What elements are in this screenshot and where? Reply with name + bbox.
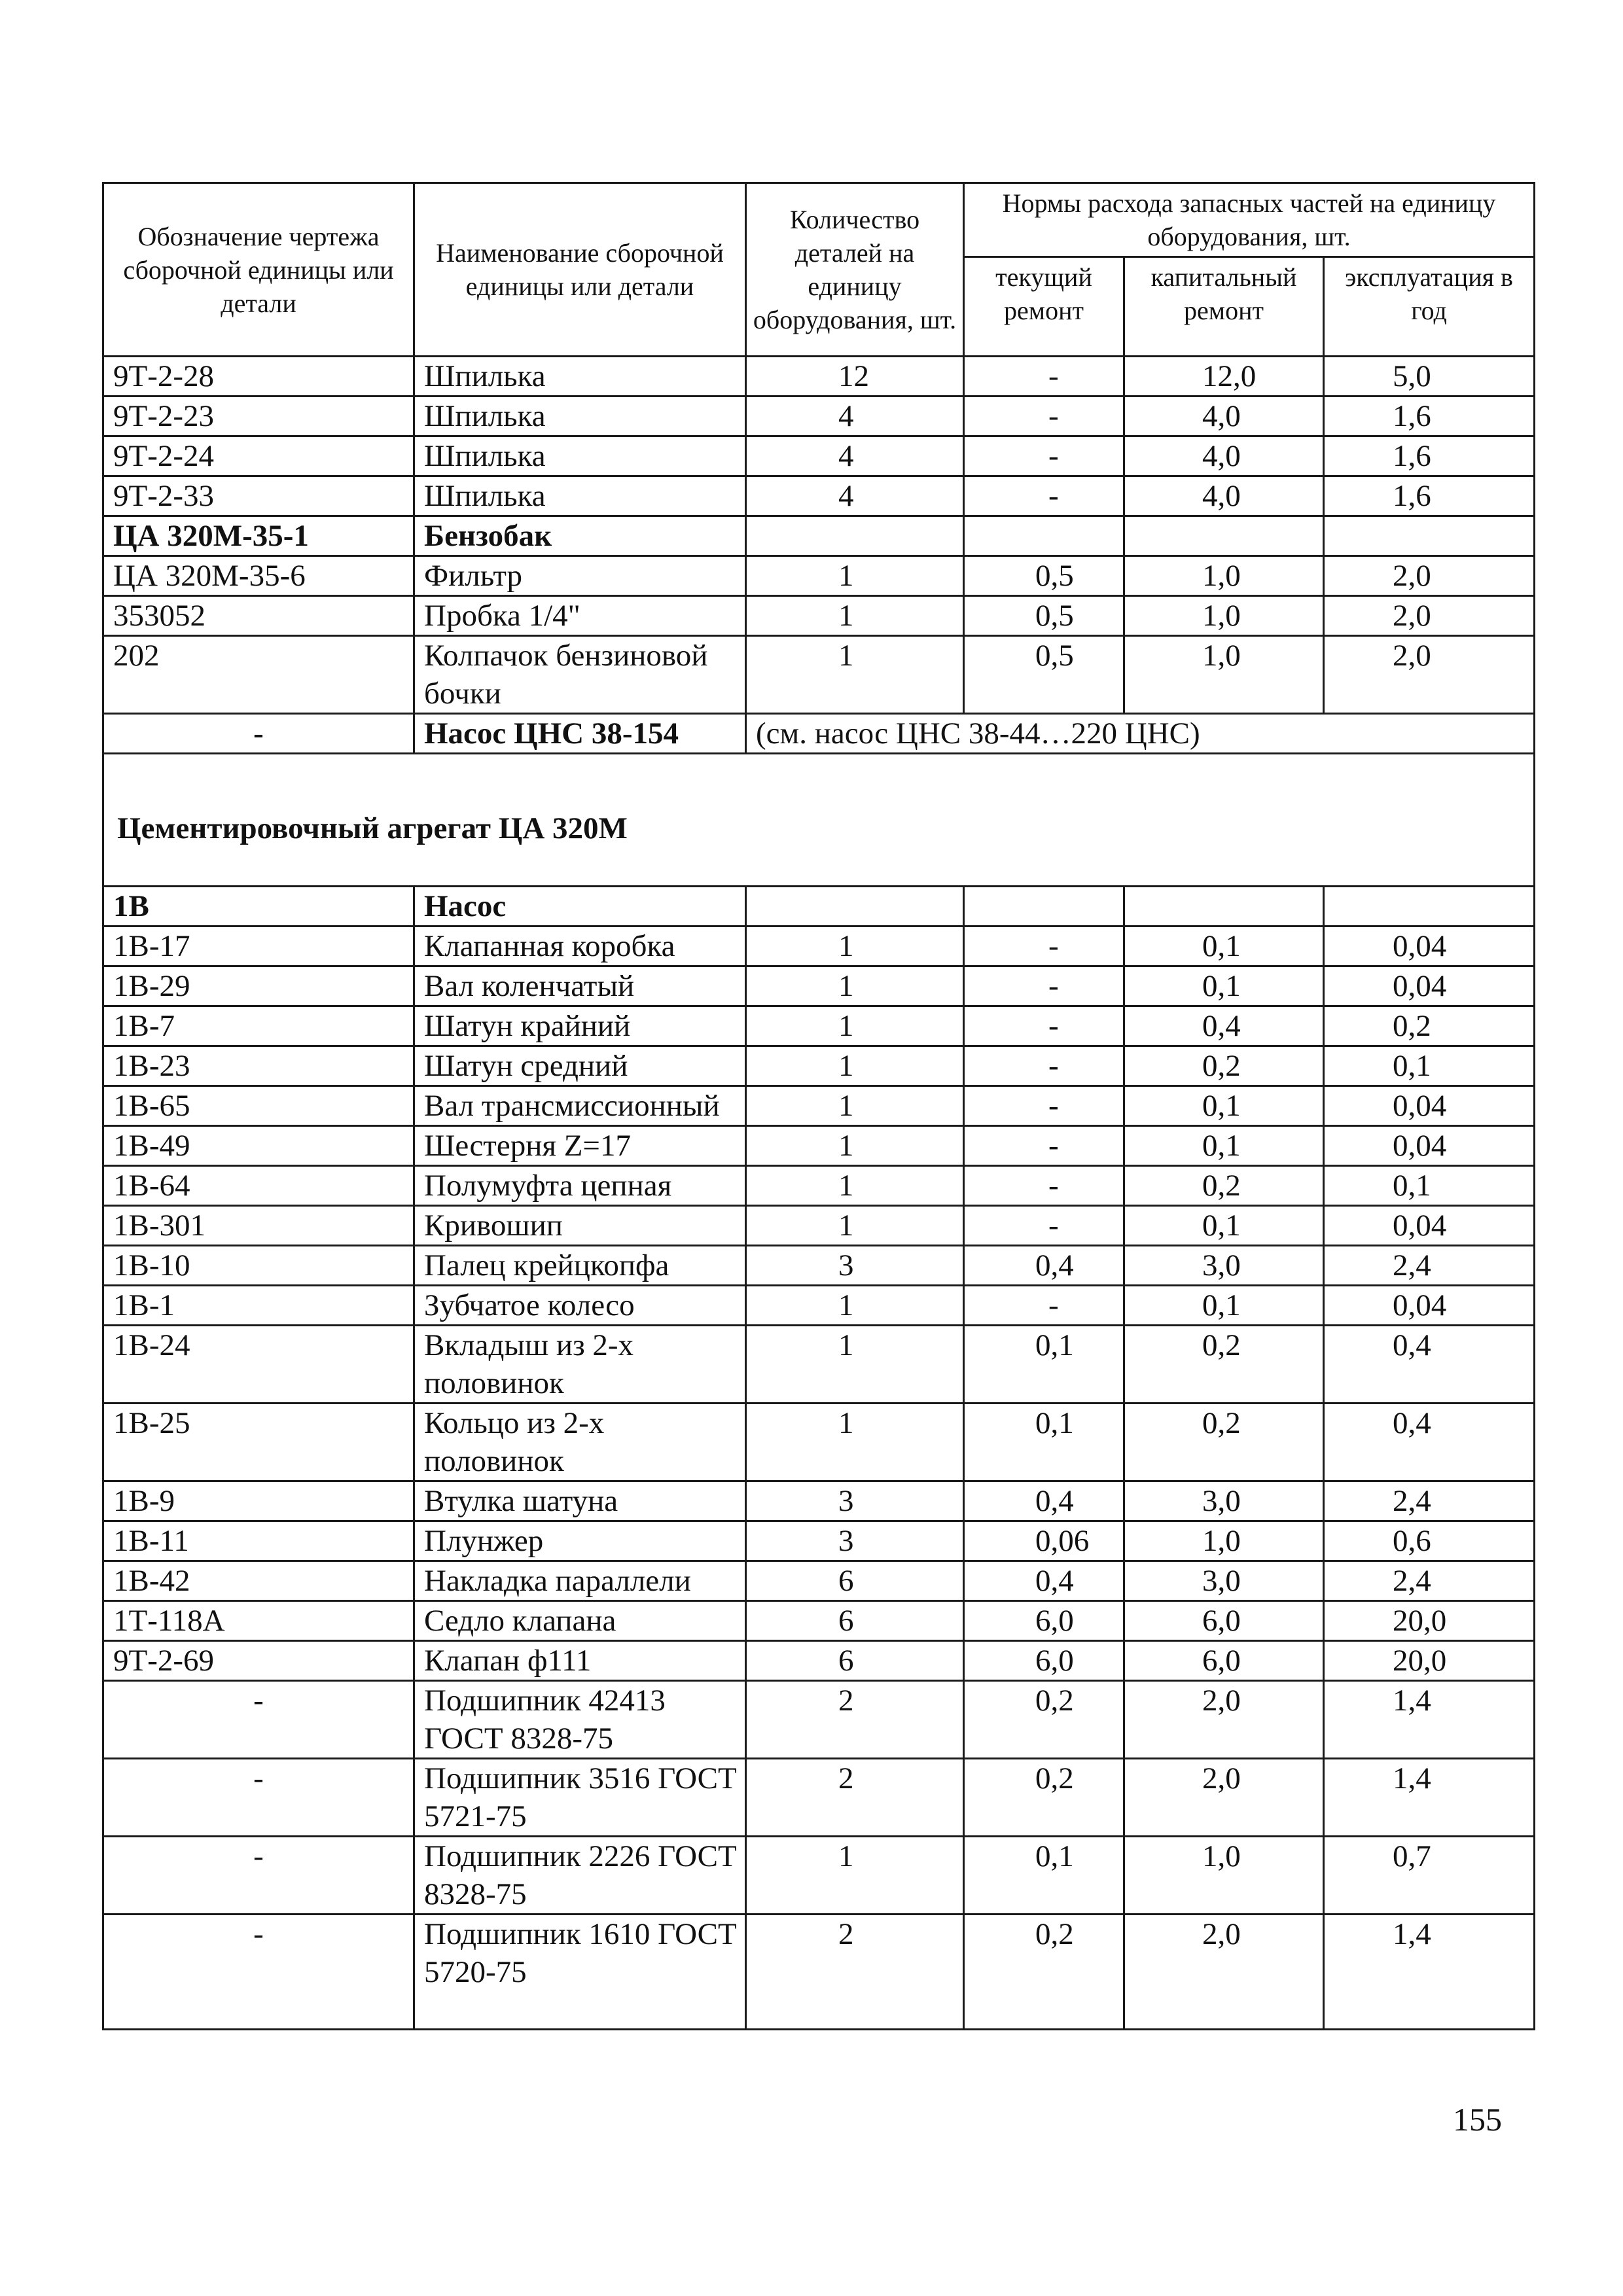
cell-name: Пробка 1/4" (414, 596, 746, 636)
cell-code: 1В-11 (103, 1521, 414, 1561)
cell-quantity: 1 (746, 1837, 964, 1915)
cell-yearly-operation: 20,0 (1324, 1601, 1535, 1641)
cell-yearly-operation: 0,2 (1324, 1006, 1535, 1046)
cell-code: 1В-23 (103, 1046, 414, 1086)
table-row (103, 1126, 1535, 1166)
cell-capital-repair: 0,2 (1124, 1166, 1324, 1206)
table-row (103, 596, 1535, 636)
cell-code: - (103, 1681, 414, 1759)
cell-yearly-operation: 0,1 (1324, 1046, 1535, 1086)
cell-current-repair: - (964, 357, 1124, 397)
cell-name: Насос ЦНС 38-154 (414, 714, 746, 754)
cell-capital-repair: 2,0 (1124, 1759, 1324, 1837)
cell-quantity: 1 (746, 636, 964, 714)
cell-current-repair: 0,2 (964, 1915, 1124, 2030)
cell-capital-repair: 0,1 (1124, 966, 1324, 1006)
cell-name: Накладка параллели (414, 1561, 746, 1601)
cell-name: Бензобак (414, 516, 746, 556)
cell-yearly-operation: 1,6 (1324, 476, 1535, 516)
cell-capital-repair (1124, 887, 1324, 927)
table-row (103, 1837, 1535, 1915)
cell-name: Клапан ф111 (414, 1641, 746, 1681)
table-row (103, 1681, 1535, 1759)
cell-name: Плунжер (414, 1521, 746, 1561)
cell-quantity: 12 (746, 357, 964, 397)
cell-code: ЦА 320М-35-1 (103, 516, 414, 556)
cell-quantity: 1 (746, 927, 964, 966)
cell-yearly-operation: 0,04 (1324, 1086, 1535, 1126)
cell-current-repair: - (964, 927, 1124, 966)
cell-name: Шестерня Z=17 (414, 1126, 746, 1166)
cell-capital-repair: 1,0 (1124, 1521, 1324, 1561)
cell-code: 9Т-2-69 (103, 1641, 414, 1681)
cell-name: Палец крейцкопфа (414, 1246, 746, 1286)
cell-yearly-operation: 1,4 (1324, 1915, 1535, 2030)
table-row (103, 1404, 1535, 1481)
table-row (103, 1006, 1535, 1046)
cell-yearly-operation: 0,04 (1324, 1286, 1535, 1326)
cell-current-repair: - (964, 1166, 1124, 1206)
cell-quantity: 3 (746, 1481, 964, 1521)
cell-quantity: 3 (746, 1521, 964, 1561)
cell-capital-repair: 0,2 (1124, 1404, 1324, 1481)
cell-quantity: 3 (746, 1246, 964, 1286)
cell-yearly-operation: 1,6 (1324, 397, 1535, 436)
section-title-row (103, 754, 1535, 887)
cell-capital-repair (1124, 516, 1324, 556)
page-number: 155 (1453, 2101, 1502, 2138)
cell-code: 1В-65 (103, 1086, 414, 1126)
cell-capital-repair: 1,0 (1124, 556, 1324, 596)
cell-quantity (746, 516, 964, 556)
cell-code: 1В-64 (103, 1166, 414, 1206)
cell-quantity: 1 (746, 1006, 964, 1046)
cell-yearly-operation: 0,4 (1324, 1326, 1535, 1404)
cell-yearly-operation: 2,4 (1324, 1246, 1535, 1286)
table-row (103, 1286, 1535, 1326)
cell-name: Вал коленчатый (414, 966, 746, 1006)
cell-capital-repair: 0,1 (1124, 1126, 1324, 1166)
cell-code: - (103, 1915, 414, 2030)
cell-code: - (103, 714, 414, 754)
table-row (103, 1561, 1535, 1601)
cell-yearly-operation: 0,1 (1324, 1166, 1535, 1206)
table-body-bottom (103, 887, 1535, 2030)
table-row (103, 636, 1535, 714)
cell-code: - (103, 1837, 414, 1915)
table-row (103, 1206, 1535, 1246)
cell-current-repair: - (964, 1006, 1124, 1046)
table-row (103, 1915, 1535, 2030)
cell-capital-repair: 2,0 (1124, 1915, 1324, 2030)
cell-name: Зубчатое колесо (414, 1286, 746, 1326)
cell-name: Вал трансмиссионный (414, 1086, 746, 1126)
cell-name: Шатун средний (414, 1046, 746, 1086)
cell-code: 1В-10 (103, 1246, 414, 1286)
cell-capital-repair: 0,4 (1124, 1006, 1324, 1046)
cell-name: Кривошип (414, 1206, 746, 1246)
cell-current-repair: 0,1 (964, 1404, 1124, 1481)
cell-quantity: 1 (746, 1326, 964, 1404)
cell-code: ЦА 320М-35-6 (103, 556, 414, 596)
cell-current-repair: 0,2 (964, 1681, 1124, 1759)
table-row (103, 556, 1535, 596)
cell-current-repair: 0,1 (964, 1326, 1124, 1404)
cell-code: 1Т-118А (103, 1601, 414, 1641)
cell-quantity: 4 (746, 476, 964, 516)
cell-name: Подшипник 2226 ГОСТ 8328-75 (414, 1837, 746, 1915)
cell-quantity: 4 (746, 397, 964, 436)
cell-name: Шпилька (414, 476, 746, 516)
cell-capital-repair: 0,1 (1124, 1206, 1324, 1246)
cell-quantity: 2 (746, 1759, 964, 1837)
header-yearly-operation: эксплуатация в год (1324, 257, 1535, 357)
header-quantity: Количество деталей на единицу оборудования, шт. (746, 183, 964, 357)
cell-code: 1В-25 (103, 1404, 414, 1481)
cell-current-repair: 0,4 (964, 1481, 1124, 1521)
cell-code: 1В-49 (103, 1126, 414, 1166)
cell-code: 9Т-2-33 (103, 476, 414, 516)
cell-quantity: 1 (746, 1166, 964, 1206)
cell-current-repair: - (964, 397, 1124, 436)
cell-name: Полумуфта цепная (414, 1166, 746, 1206)
cell-capital-repair: 1,0 (1124, 636, 1324, 714)
cell-current-repair (964, 516, 1124, 556)
cell-quantity: 1 (746, 1404, 964, 1481)
table-row (103, 516, 1535, 556)
header-norms-group: Нормы расхода запасных частей на единицу оборудования, шт. (964, 183, 1535, 257)
cell-quantity: 1 (746, 596, 964, 636)
cell-quantity: 2 (746, 1915, 964, 2030)
cell-capital-repair: 1,0 (1124, 596, 1324, 636)
cell-capital-repair: 0,1 (1124, 927, 1324, 966)
cell-current-repair: 0,1 (964, 1837, 1124, 1915)
table-row (103, 476, 1535, 516)
cell-current-repair: 0,5 (964, 556, 1124, 596)
cell-code: 9Т-2-28 (103, 357, 414, 397)
cell-name: Подшипник 3516 ГОСТ 5721-75 (414, 1759, 746, 1837)
cell-current-repair: - (964, 1206, 1124, 1246)
cell-name: Втулка шатуна (414, 1481, 746, 1521)
cell-reference: (см. насос ЦНС 38-44…220 ЦНС) (746, 714, 1535, 754)
cell-yearly-operation (1324, 516, 1535, 556)
cell-yearly-operation: 0,6 (1324, 1521, 1535, 1561)
cell-capital-repair: 4,0 (1124, 436, 1324, 476)
cell-code: 1В-42 (103, 1561, 414, 1601)
cell-capital-repair: 0,2 (1124, 1326, 1324, 1404)
cell-yearly-operation: 5,0 (1324, 357, 1535, 397)
cell-yearly-operation: 2,0 (1324, 556, 1535, 596)
table-row (103, 1046, 1535, 1086)
cell-name: Подшипник 42413 ГОСТ 8328-75 (414, 1681, 746, 1759)
cell-code: 1В-17 (103, 927, 414, 966)
cell-capital-repair: 3,0 (1124, 1481, 1324, 1521)
table-row (103, 714, 1535, 754)
cell-name: Вкладыш из 2-х половинок (414, 1326, 746, 1404)
cell-name: Фильтр (414, 556, 746, 596)
cell-yearly-operation: 0,04 (1324, 927, 1535, 966)
cell-quantity: 1 (746, 1286, 964, 1326)
header-current-repair: текущий ремонт (964, 257, 1124, 357)
table-row (103, 436, 1535, 476)
cell-yearly-operation: 0,04 (1324, 966, 1535, 1006)
table-row (103, 1759, 1535, 1837)
cell-name: Шпилька (414, 436, 746, 476)
cell-quantity: 6 (746, 1641, 964, 1681)
cell-current-repair (964, 887, 1124, 927)
cell-current-repair: 0,5 (964, 636, 1124, 714)
cell-quantity: 4 (746, 436, 964, 476)
cell-current-repair: 0,2 (964, 1759, 1124, 1837)
spare-parts-table (102, 182, 1535, 2030)
cell-yearly-operation: 2,0 (1324, 636, 1535, 714)
cell-name: Клапанная коробка (414, 927, 746, 966)
cell-current-repair: 0,4 (964, 1561, 1124, 1601)
cell-capital-repair: 3,0 (1124, 1246, 1324, 1286)
cell-yearly-operation: 1,6 (1324, 436, 1535, 476)
table-row (103, 887, 1535, 927)
cell-current-repair: 0,06 (964, 1521, 1124, 1561)
cell-name: Насос (414, 887, 746, 927)
cell-code: 1В-29 (103, 966, 414, 1006)
cell-yearly-operation: 1,4 (1324, 1681, 1535, 1759)
cell-code: 202 (103, 636, 414, 714)
cell-current-repair: - (964, 1126, 1124, 1166)
cell-capital-repair: 4,0 (1124, 476, 1324, 516)
cell-capital-repair: 0,2 (1124, 1046, 1324, 1086)
cell-quantity: 1 (746, 1206, 964, 1246)
cell-code: 1В-24 (103, 1326, 414, 1404)
cell-code: 9Т-2-23 (103, 397, 414, 436)
cell-current-repair: 6,0 (964, 1601, 1124, 1641)
table-row (103, 1601, 1535, 1641)
cell-code: 1В-7 (103, 1006, 414, 1046)
cell-capital-repair: 0,1 (1124, 1086, 1324, 1126)
cell-current-repair: - (964, 1086, 1124, 1126)
cell-capital-repair: 3,0 (1124, 1561, 1324, 1601)
cell-code: 1В-301 (103, 1206, 414, 1246)
table-row (103, 357, 1535, 397)
cell-code: 1В (103, 887, 414, 927)
table-row (103, 966, 1535, 1006)
cell-code: 1В-9 (103, 1481, 414, 1521)
table-row (103, 397, 1535, 436)
cell-capital-repair: 0,1 (1124, 1286, 1324, 1326)
table-row (103, 1481, 1535, 1521)
table-row (103, 1166, 1535, 1206)
table-row (103, 927, 1535, 966)
cell-yearly-operation: 2,0 (1324, 596, 1535, 636)
section-title: Цементировочный агрегат ЦА 320М (103, 754, 1535, 887)
cell-code: 353052 (103, 596, 414, 636)
cell-current-repair: - (964, 436, 1124, 476)
cell-current-repair: 6,0 (964, 1641, 1124, 1681)
cell-name: Шпилька (414, 357, 746, 397)
cell-yearly-operation (1324, 887, 1535, 927)
cell-current-repair: - (964, 1286, 1124, 1326)
cell-name: Кольцо из 2-х половинок (414, 1404, 746, 1481)
header-part-name: Наименование сборочной единицы или детали (414, 183, 746, 357)
cell-yearly-operation: 1,4 (1324, 1759, 1535, 1837)
cell-capital-repair: 1,0 (1124, 1837, 1324, 1915)
cell-quantity: 1 (746, 1046, 964, 1086)
cell-name: Шатун крайний (414, 1006, 746, 1046)
cell-name: Подшипник 1610 ГОСТ 5720-75 (414, 1915, 746, 2030)
cell-capital-repair: 4,0 (1124, 397, 1324, 436)
pump-reference-section (103, 714, 1535, 887)
cell-capital-repair: 6,0 (1124, 1601, 1324, 1641)
cell-yearly-operation: 0,4 (1324, 1404, 1535, 1481)
cell-quantity: 2 (746, 1681, 964, 1759)
cell-current-repair: - (964, 1046, 1124, 1086)
cell-yearly-operation: 2,4 (1324, 1561, 1535, 1601)
cell-quantity: 1 (746, 1086, 964, 1126)
header-capital-repair: капитальный ремонт (1124, 257, 1324, 357)
cell-quantity: 1 (746, 1126, 964, 1166)
cell-capital-repair: 12,0 (1124, 357, 1324, 397)
cell-capital-repair: 2,0 (1124, 1681, 1324, 1759)
cell-current-repair: - (964, 966, 1124, 1006)
table-row (103, 1086, 1535, 1126)
table-body-top (103, 357, 1535, 714)
table-row (103, 1521, 1535, 1561)
cell-quantity (746, 887, 964, 927)
cell-quantity: 6 (746, 1561, 964, 1601)
cell-yearly-operation: 2,4 (1324, 1481, 1535, 1521)
table-row (103, 1641, 1535, 1681)
cell-quantity: 1 (746, 966, 964, 1006)
cell-capital-repair: 6,0 (1124, 1641, 1324, 1681)
cell-yearly-operation: 0,04 (1324, 1206, 1535, 1246)
cell-yearly-operation: 0,04 (1324, 1126, 1535, 1166)
cell-yearly-operation: 20,0 (1324, 1641, 1535, 1681)
cell-current-repair: 0,5 (964, 596, 1124, 636)
cell-code: - (103, 1759, 414, 1837)
header-drawing-code: Обозначение чертежа сборочной единицы или детали (103, 183, 414, 357)
cell-current-repair: - (964, 476, 1124, 516)
cell-name: Седло клапана (414, 1601, 746, 1641)
cell-quantity: 1 (746, 556, 964, 596)
cell-name: Шпилька (414, 397, 746, 436)
cell-name: Колпачок бензиновой бочки (414, 636, 746, 714)
table-row (103, 1326, 1535, 1404)
cell-current-repair: 0,4 (964, 1246, 1124, 1286)
cell-code: 1В-1 (103, 1286, 414, 1326)
cell-quantity: 6 (746, 1601, 964, 1641)
cell-yearly-operation: 0,7 (1324, 1837, 1535, 1915)
cell-code: 9Т-2-24 (103, 436, 414, 476)
table-row (103, 1246, 1535, 1286)
